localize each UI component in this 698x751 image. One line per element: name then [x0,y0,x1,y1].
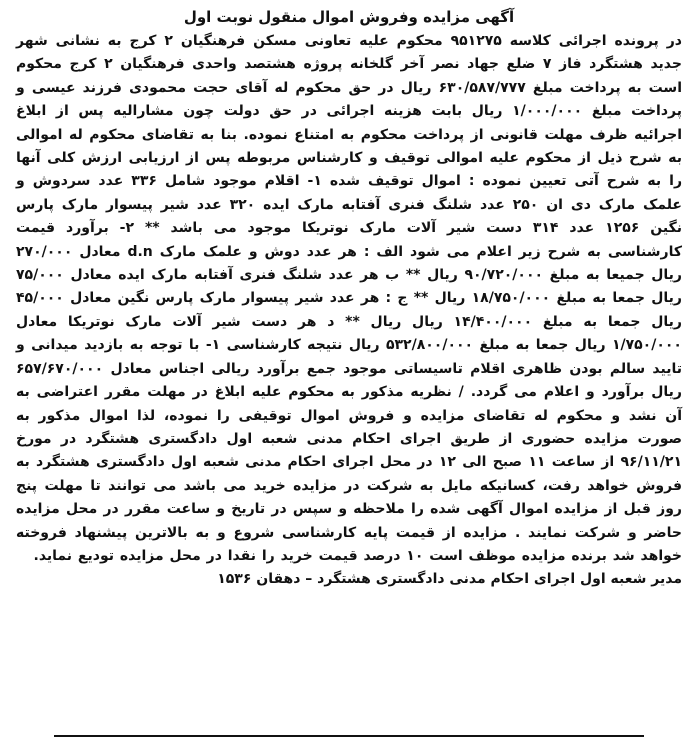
notice-title: آگهی مزایده وفروش اموال منقول نوبت اول [183,8,515,26]
divider-line [54,735,644,737]
auction-notice [16,6,682,591]
notice-signature: مدیر شعبه اول اجرای احکام مدنی دادگستری هشتگرد – دهقان ۱۵۳۶ [217,571,682,588]
notice-body: در پرونده اجرائی کلاسه ۹۵۱۲۷۵ محکوم علیه تعاونی مسکن فرهنگیان ۲ کرج به نشانی شهر جدید هشتگرد فاز ۷ ضلع جهاد نصر آخر گلخانه پروژه هشتصد واحدی فرهنگیان ۲ کرج محکوم است به پرداخت مبلغ ۶۳۰/۵۸۷/۷۷۷ ریال در حق محکوم له آقای حجت محمودی فرزند عیسی و پرداخت مبلغ ۱/۰۰۰/۰۰۰ ریال بابت هزینه اجرائی در حق دولت چون مشارالیه پس از ابلاغ اجرائیه ظرف مهلت قانونی از پرداخت محکوم به امتناع نموده. بنا به تقاضای محکوم له اموالی به شرح ذیل از محکوم علیه اموالی توقیف و کارشناس مربوطه پس از ارزیابی ارزش کلی آنها را به شرح آتی تعیین نموده : اموال توقیف شده ۱- اقلام موجود شامل ۳۳۶ عدد سردوش و علمک مارک دی ان ۲۵۰ عدد شلنگ فنری آفتابه مارک ایده ۳۲۰ عدد شیر پیسوار مارک پارس نگین ۱۲۵۶ عدد ۳۱۴ دست شیر آلات مارک نوتریکا موجود می باشد ** ۲- برآورد قیمت کارشناسی به شرح زیر اعلام می شود الف : هر عدد دوش و علمک مارک d.n معادل ۲۷۰/۰۰۰ ریال جمیعا به مبلغ ۹۰/۷۲۰/۰۰۰ ریال ** ب هر عدد شلنگ فنری آفتابه مارک ایده معادل ۷۵/۰۰۰ ریال جمعا به مبلغ ۱۸/۷۵۰/۰۰۰ ریال ** ج : هر عدد شیر پیسوار مارک پارس نگین معادل ۴۵/۰۰۰ ریال جمعا به مبلغ ۱۴/۴۰۰/۰۰۰ ریال ریال ** د هر دست شیر آلات مارک نوتریکا معادل ۱/۷۵۰/۰۰۰ ریال جمعا به مبلغ ۵۳۲/۸۰۰/۰۰۰ ریال نتیجه کارشناسی ۱- با توجه به بازدید میدانی و تایید سالم بودن ظاهری اقلام تاسیساتی موجود جمع برآورد ریالی اجناس معادل ۶۵۷/۶۷۰/۰۰۰ ریال برآورد و اعلام می گردد. / نظریه مذکور به محکوم علیه ابلاغ در مهلت مقرر اعتراضی به آن نشد و محکوم له تقاضای مزایده و فروش اموال توقیفی را نموده، لذا اموال مذکور به صورت مزایده حضوری از طریق اجرای احکام مدنی شعبه اول دادگستری هشتگرد در مورخ ۹۶/۱۱/۲۱ از ساعت ۱۱ صبح الی ۱۲ در محل اجرای احکام مدنی شعبه اول دادگستری هشتگرد به فروش خواهد رفت، کسانیکه مایل به شرکت در مزایده خرید می باشد می توانند تا مهلت پنج روز قبل از مزایده اموال آگهی شده را ملاحظه و سپس در تاریخ و ساعت مقرر در محل مزایده حاضر و شرکت نمایند . مزایده از قیمت پایه کارشناسی شروع و به بالاترین پیشنهاد فروخته خواهد شد برنده مزایده موظف است ۱۰ درصد قیمت خرید را نقدا در محل مزایده تودیع نماید. [16,33,683,564]
